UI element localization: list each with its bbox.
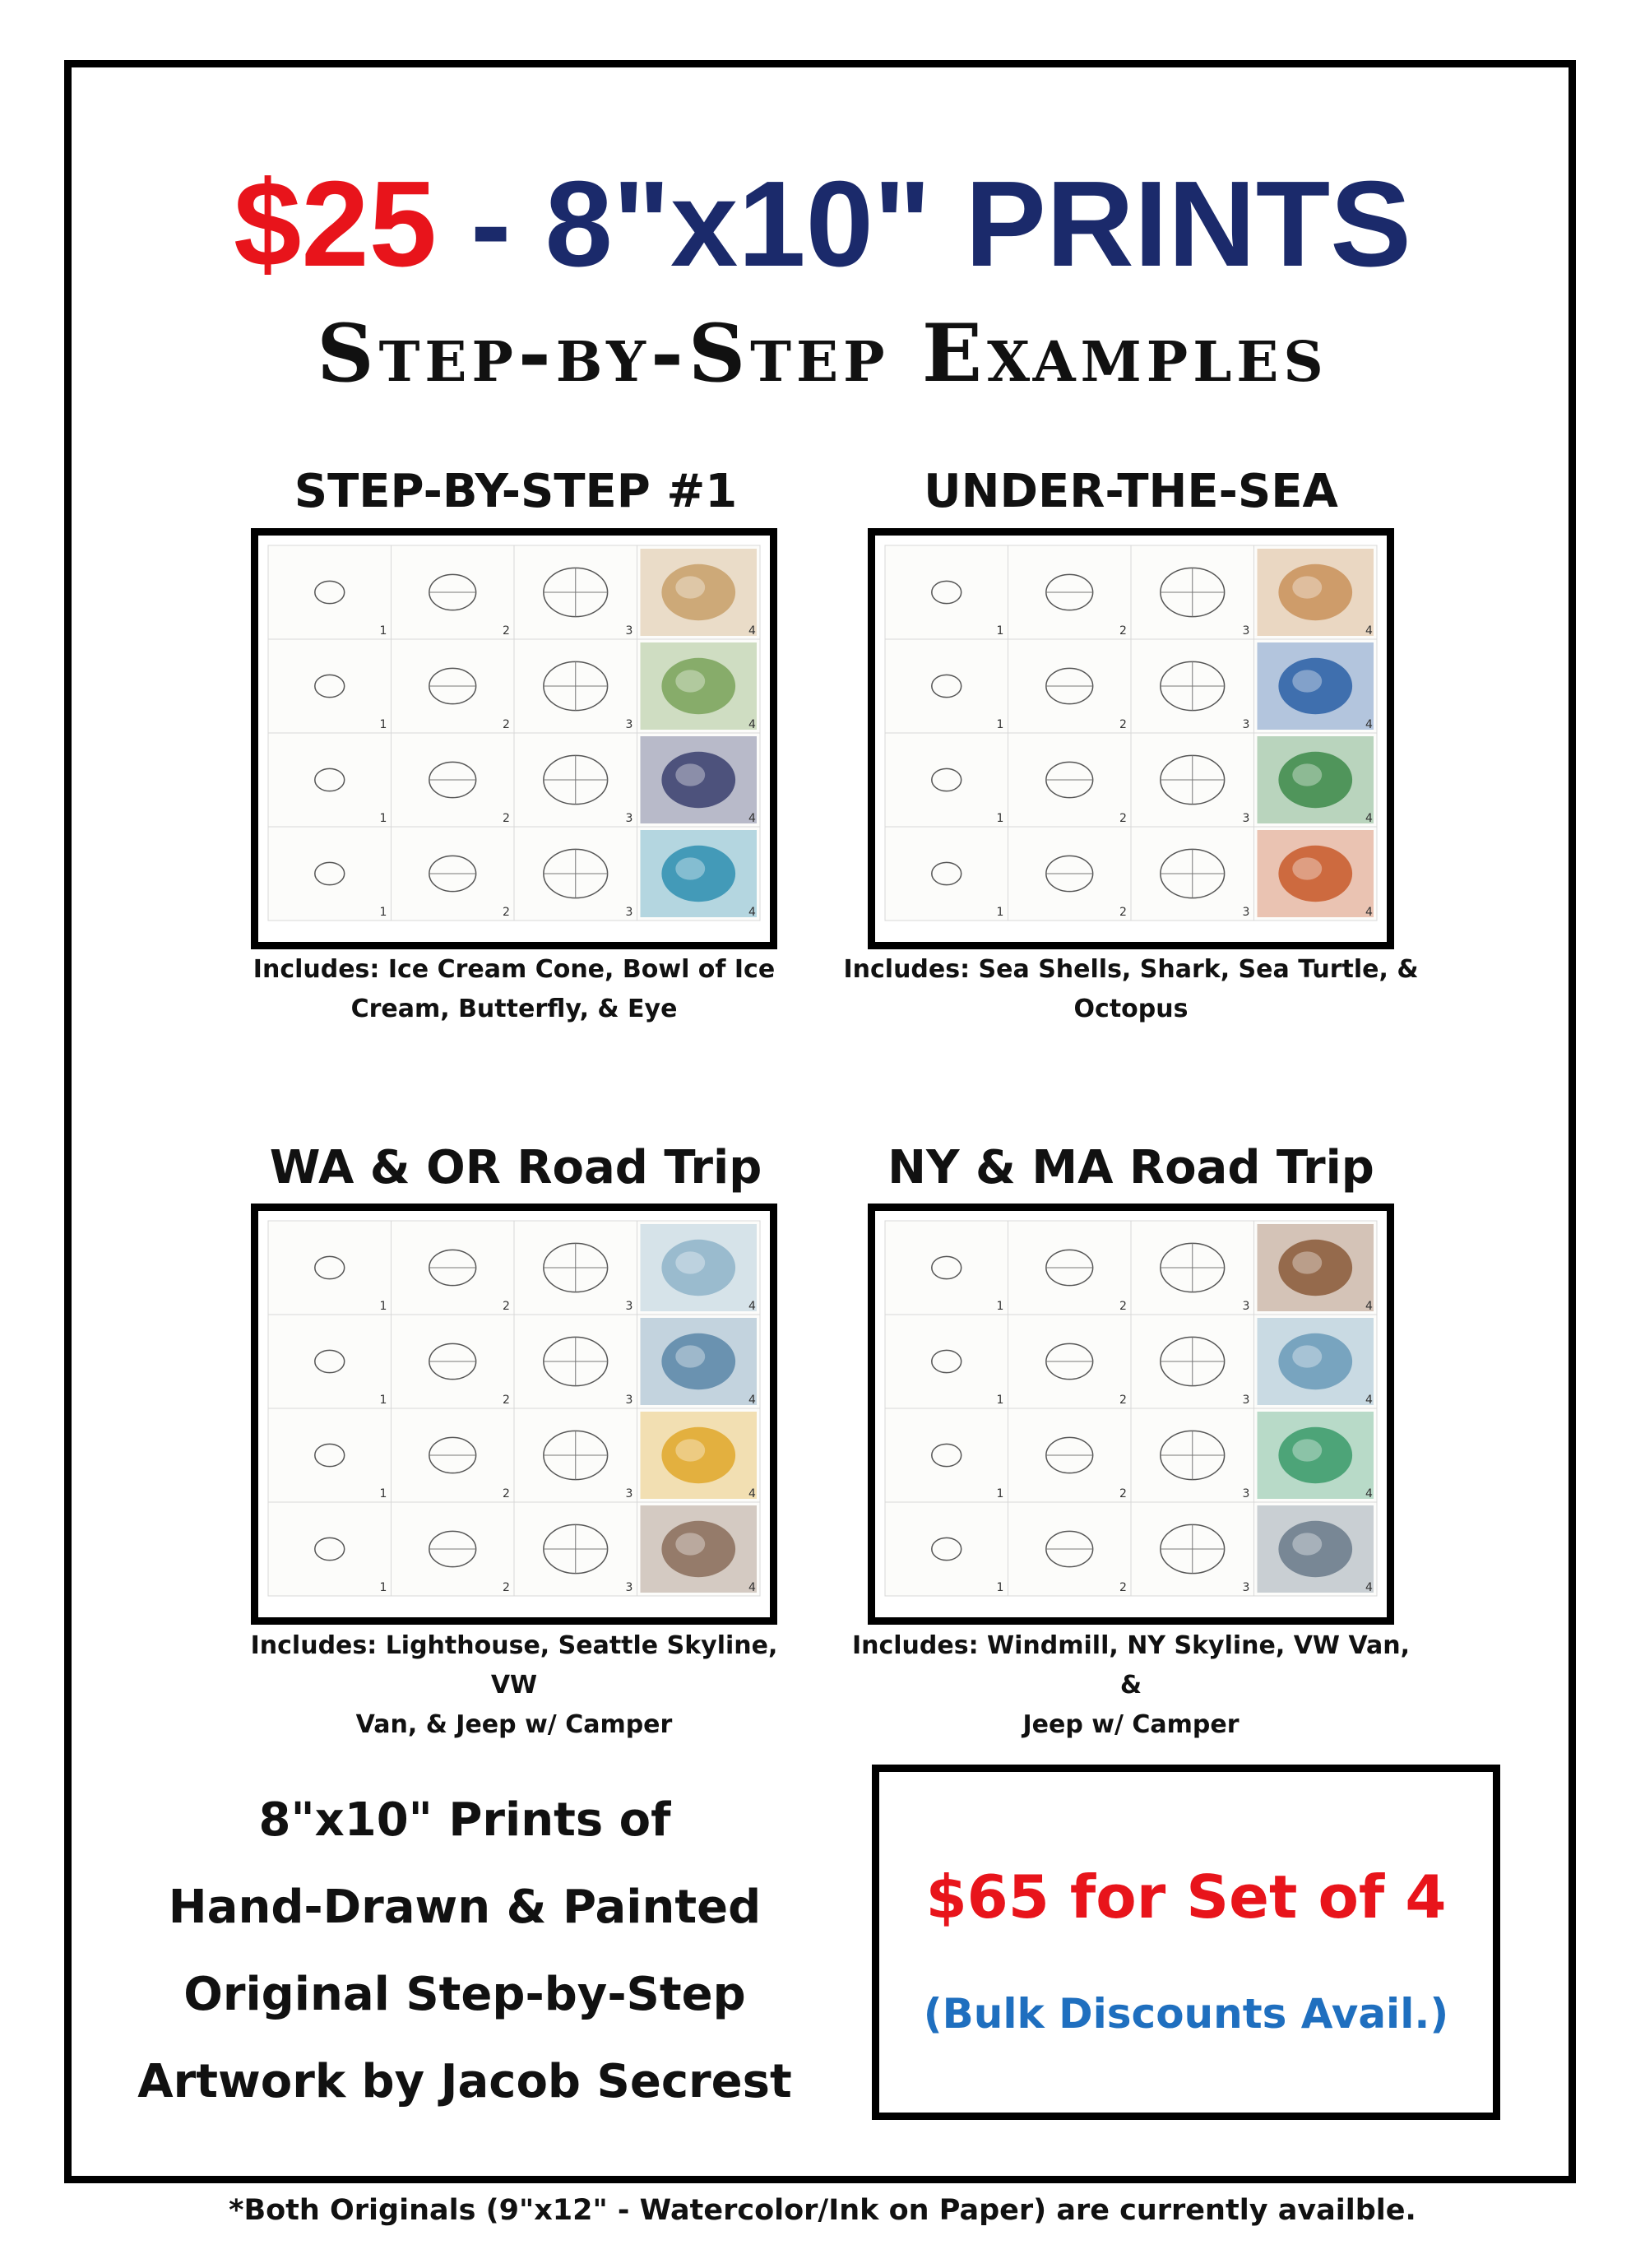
step-number: 4 <box>748 906 756 919</box>
caption-line: Includes: Lighthouse, Seattle Skyline, VW <box>250 1631 778 1700</box>
step-panel <box>1008 545 1132 639</box>
step-panel <box>1254 1502 1378 1596</box>
print-caption-ny-ma-road-trip <box>843 1626 1419 1745</box>
step-panel <box>885 639 1008 733</box>
caption-line: Includes: Ice Cream Cone, Bowl of Ice <box>253 955 776 984</box>
step-number: 3 <box>1242 906 1250 919</box>
step-number: 3 <box>1242 1487 1250 1500</box>
step-panel <box>268 1315 392 1408</box>
headline-title: - 8"x10" PRINTS <box>436 156 1411 292</box>
step-number: 1 <box>996 718 1004 731</box>
step-number: 3 <box>1242 1394 1250 1407</box>
step-number: 2 <box>503 1581 510 1594</box>
print-title-under-the-sea: UNDER-THE-SEA <box>924 465 1338 518</box>
artwork-description <box>136 1777 794 2126</box>
step-number: 4 <box>1365 718 1373 731</box>
step-panel <box>1131 1408 1254 1502</box>
headline-price: $25 <box>234 156 437 292</box>
step-number: 2 <box>1119 718 1127 731</box>
step-panel <box>637 1408 761 1502</box>
step-panel <box>514 1408 637 1502</box>
step-panel <box>1131 1221 1254 1315</box>
print-title-ny-ma-road-trip: NY & MA Road Trip <box>887 1141 1374 1194</box>
step-number: 4 <box>1365 812 1373 825</box>
footnote: *Both Originals (9"x12" - Watercolor/Ink on Paper) are currently availble. <box>229 2194 1416 2227</box>
step-number: 2 <box>503 624 510 638</box>
step-number: 4 <box>1365 906 1373 919</box>
step-number: 2 <box>1119 1487 1127 1500</box>
step-panel <box>1131 733 1254 827</box>
step-panel <box>885 827 1008 921</box>
print-image-ny-ma-road-trip <box>868 1204 1394 1625</box>
step-panel <box>637 827 761 921</box>
step-panel <box>637 1502 761 1596</box>
step-panel <box>1254 733 1378 827</box>
caption-line: Includes: Windmill, NY Skyline, VW Van, & <box>851 1631 1411 1700</box>
step-number: 3 <box>1242 1300 1250 1313</box>
step-panel <box>1131 1315 1254 1408</box>
step-panel <box>1254 545 1378 639</box>
step-number: 1 <box>996 1581 1004 1594</box>
step-number: 4 <box>1365 624 1373 638</box>
description-line: Hand-Drawn & Painted <box>168 1881 762 1934</box>
step-number: 4 <box>748 812 756 825</box>
step-panel <box>1008 1221 1132 1315</box>
step-number: 4 <box>748 1487 756 1500</box>
step-number: 2 <box>1119 906 1127 919</box>
step-number: 3 <box>1242 1581 1250 1594</box>
print-caption-wa-or-road-trip <box>226 1626 802 1745</box>
step-number: 4 <box>748 718 756 731</box>
step-number: 4 <box>748 1394 756 1407</box>
step-panel <box>637 1315 761 1408</box>
step-number: 4 <box>1365 1394 1373 1407</box>
step-number: 2 <box>1119 624 1127 638</box>
step-panel <box>1008 1502 1132 1596</box>
step-panel <box>392 827 515 921</box>
step-number: 1 <box>379 1581 387 1594</box>
step-panel <box>637 733 761 827</box>
step-panel <box>1254 1408 1378 1502</box>
print-image-under-the-sea <box>868 528 1394 949</box>
step-panel <box>1254 827 1378 921</box>
step-number: 1 <box>379 1300 387 1313</box>
step-number: 1 <box>379 624 387 638</box>
print-caption-step-by-step-1 <box>226 950 802 1029</box>
step-number: 4 <box>748 1300 756 1313</box>
step-panel <box>1254 1315 1378 1408</box>
step-panel <box>1008 733 1132 827</box>
step-number: 2 <box>503 1300 510 1313</box>
step-panel <box>392 639 515 733</box>
step-panel <box>1254 639 1378 733</box>
step-number: 1 <box>379 906 387 919</box>
step-number: 1 <box>996 1487 1004 1500</box>
step-number: 3 <box>625 906 633 919</box>
step-panel <box>1131 1502 1254 1596</box>
step-panel <box>268 545 392 639</box>
step-panel <box>392 1315 515 1408</box>
caption-line: Octopus <box>1073 995 1189 1023</box>
bulk-discount-note: (Bulk Discounts Avail.) <box>923 1990 1449 2038</box>
step-number: 3 <box>625 1394 633 1407</box>
step-panel <box>514 639 637 733</box>
step-panel <box>514 827 637 921</box>
step-number: 1 <box>379 1487 387 1500</box>
step-panel <box>392 1502 515 1596</box>
step-panel <box>885 1502 1008 1596</box>
step-number: 3 <box>625 812 633 825</box>
step-panel <box>885 545 1008 639</box>
step-panel <box>637 1221 761 1315</box>
print-thumbnail <box>875 536 1387 942</box>
step-panel <box>1008 1408 1132 1502</box>
step-panel <box>514 1502 637 1596</box>
step-number: 3 <box>625 1581 633 1594</box>
step-number: 2 <box>1119 1581 1127 1594</box>
set-price: $65 for Set of 4 <box>925 1862 1447 1932</box>
step-panel <box>637 639 761 733</box>
step-number: 1 <box>996 1394 1004 1407</box>
step-panel <box>392 545 515 639</box>
step-number: 3 <box>1242 812 1250 825</box>
step-panel <box>1131 639 1254 733</box>
print-image-wa-or-road-trip <box>251 1204 777 1625</box>
step-panel <box>392 1408 515 1502</box>
step-number: 2 <box>1119 812 1127 825</box>
step-panel <box>1008 639 1132 733</box>
print-thumbnail <box>258 1211 770 1617</box>
step-panel <box>885 1408 1008 1502</box>
print-title-wa-or-road-trip: WA & OR Road Trip <box>269 1141 762 1194</box>
step-number: 4 <box>748 624 756 638</box>
step-panel <box>268 1221 392 1315</box>
description-line: 8"x10" Prints of <box>258 1793 671 1847</box>
headline <box>0 155 1645 295</box>
caption-line: Cream, Butterfly, & Eye <box>350 995 678 1023</box>
step-panel <box>268 1502 392 1596</box>
step-number: 1 <box>996 906 1004 919</box>
step-number: 3 <box>625 1487 633 1500</box>
step-panel <box>1008 1315 1132 1408</box>
print-caption-under-the-sea <box>843 950 1419 1029</box>
description-line: Artwork by Jacob Secrest <box>137 2055 792 2108</box>
step-number: 2 <box>503 906 510 919</box>
step-number: 1 <box>379 812 387 825</box>
print-thumbnail <box>875 1211 1387 1617</box>
step-panel <box>392 733 515 827</box>
step-number: 2 <box>1119 1300 1127 1313</box>
step-number: 4 <box>1365 1487 1373 1500</box>
step-panel <box>1131 545 1254 639</box>
step-number: 1 <box>996 1300 1004 1313</box>
step-panel <box>637 545 761 639</box>
step-number: 1 <box>379 1394 387 1407</box>
step-panel <box>392 1221 515 1315</box>
set-offer-box <box>872 1765 1500 2120</box>
step-number: 3 <box>625 624 633 638</box>
step-number: 2 <box>503 1487 510 1500</box>
step-panel <box>1254 1221 1378 1315</box>
step-number: 1 <box>996 624 1004 638</box>
print-thumbnail <box>258 536 770 942</box>
description-line: Original Step-by-Step <box>183 1968 746 2021</box>
step-panel <box>885 733 1008 827</box>
step-number: 2 <box>1119 1394 1127 1407</box>
step-number: 4 <box>1365 1300 1373 1313</box>
step-panel <box>514 545 637 639</box>
caption-line: Jeep w/ Camper <box>1022 1710 1240 1739</box>
step-panel <box>268 733 392 827</box>
caption-line: Includes: Sea Shells, Shark, Sea Turtle, & <box>843 955 1419 984</box>
step-panel <box>514 1221 637 1315</box>
step-panel <box>1008 827 1132 921</box>
step-number: 1 <box>379 718 387 731</box>
print-image-step-by-step-1 <box>251 528 777 949</box>
step-panel <box>1131 827 1254 921</box>
step-panel <box>885 1315 1008 1408</box>
step-panel <box>268 1408 392 1502</box>
step-panel <box>885 1221 1008 1315</box>
step-number: 3 <box>625 1300 633 1313</box>
print-title-step-by-step-1: STEP-BY-STEP #1 <box>294 465 738 518</box>
step-number: 2 <box>503 718 510 731</box>
caption-line: Van, & Jeep w/ Camper <box>355 1710 673 1739</box>
step-number: 1 <box>996 812 1004 825</box>
step-panel <box>514 733 637 827</box>
step-panel <box>514 1315 637 1408</box>
step-number: 2 <box>503 812 510 825</box>
step-number: 3 <box>625 718 633 731</box>
step-number: 3 <box>1242 624 1250 638</box>
step-panel <box>268 827 392 921</box>
step-number: 4 <box>1365 1581 1373 1594</box>
subheadline: Step-by-Step Examples <box>317 307 1328 400</box>
step-number: 4 <box>748 1581 756 1594</box>
step-number: 3 <box>1242 718 1250 731</box>
step-number: 2 <box>503 1394 510 1407</box>
step-panel <box>268 639 392 733</box>
